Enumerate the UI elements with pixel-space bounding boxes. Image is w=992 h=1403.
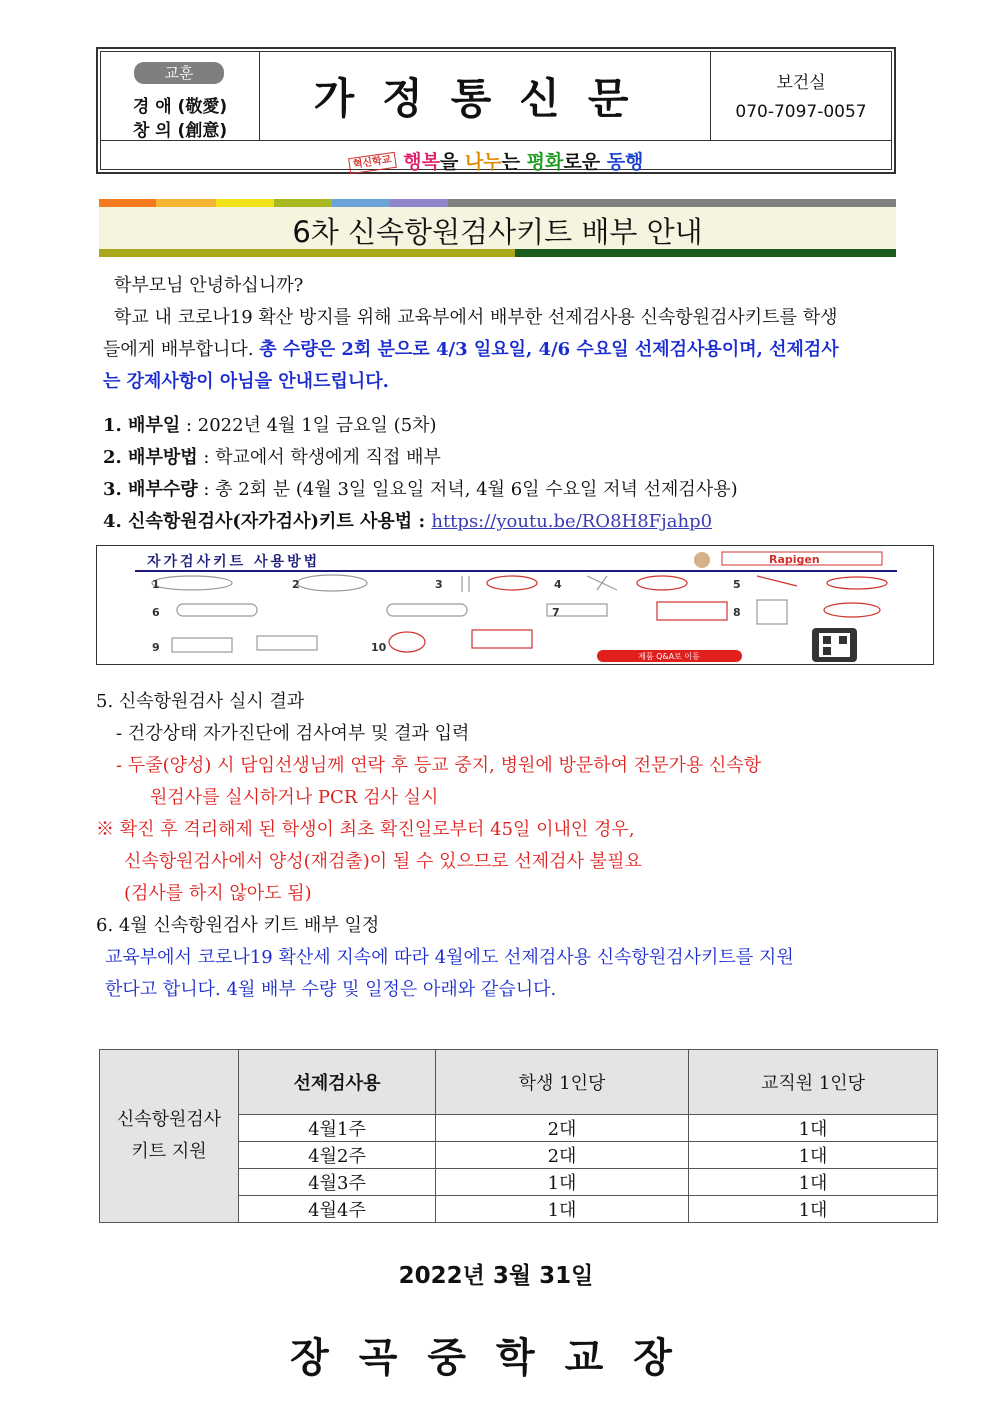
- slogan-part: 나누: [464, 151, 502, 173]
- table-cell: 4월2주: [239, 1142, 436, 1169]
- stripe-segment: [332, 199, 390, 207]
- greeting: 학부모님 안녕하십니까?: [114, 275, 304, 296]
- school-motto: [101, 52, 260, 140]
- slogan-part: 는: [501, 151, 527, 173]
- kit-step-number: 10: [371, 641, 387, 654]
- slogan-part: 로운: [563, 151, 607, 173]
- table-cell: 1대: [689, 1169, 938, 1196]
- motto-line-2: 창 의 (創意): [132, 121, 228, 141]
- kit-usage-instructions-image: [96, 545, 934, 665]
- principal-signature: 장곡중학교장: [290, 1335, 702, 1381]
- slogan-part: 동행: [606, 151, 644, 173]
- kit-heading-text: 자가검사키트 사용방법: [147, 554, 321, 570]
- kit-step-number: 6: [152, 606, 160, 619]
- table-cell: 1대: [436, 1196, 689, 1223]
- section-5-note-1: ※ 확진 후 격리해제 된 학생이 최초 확진일로부터 45일 이내인 경우,: [96, 819, 635, 840]
- item-distribution-method: 2. 배부방법 : 학교에서 학생에게 직접 배부: [103, 447, 441, 468]
- department: 보건실: [776, 73, 826, 93]
- kit-step-number: 7: [552, 606, 560, 619]
- stripe-segment: [274, 199, 332, 207]
- item-usage-guide: 4. 신속항원검사(자가검사)키트 사용법 : https://youtu.be/RO8H8Fjahp0: [103, 511, 713, 532]
- item-distribution-quantity: 3. 배부수량 : 총 2회 분 (4월 3일 일요일 저녁, 4월 6일 수요일 저녁 선제검사용): [103, 479, 738, 500]
- table-cell: 4월1주: [239, 1115, 436, 1142]
- table-col-header: 학생 1인당: [436, 1050, 689, 1115]
- kit-step-number: 8: [733, 606, 741, 619]
- motto-line-1: 경 애 (敬愛): [132, 97, 228, 117]
- section-5-title: 5. 신속항원검사 실시 결과: [96, 691, 305, 712]
- stripe-segment: [156, 199, 216, 207]
- table-cell: 4월4주: [239, 1196, 436, 1223]
- kit-step-number: 9: [152, 641, 160, 654]
- innovation-school-stamp: 혁신학교: [348, 151, 396, 173]
- section-5-bullet-2b: 원검사를 실시하거나 PCR 검사 실시: [150, 787, 439, 808]
- stripe-segment: [676, 199, 896, 207]
- kit-step-number: 5: [733, 578, 741, 591]
- stripe-segment: [448, 199, 676, 207]
- section-6-line-2: 한다고 합니다. 4월 배부 수량 및 일정은 아래와 같습니다.: [105, 979, 557, 1000]
- document-title: 가정통신문: [313, 74, 657, 123]
- underline-segment: [515, 249, 896, 257]
- stripe-segment: [390, 199, 448, 207]
- title-banner: [99, 207, 896, 249]
- section-5-note-3: (검사를 하지 않아도 됨): [124, 883, 312, 904]
- brand-logo-text: Rapigen: [769, 553, 820, 566]
- kit-qa-button-text: 제품 Q&A로 이동: [638, 652, 700, 661]
- contact-info: [710, 52, 891, 140]
- notice-title: 6차 신속항원검사키트 배부 안내: [292, 215, 703, 249]
- motto-badge: 교훈: [134, 62, 224, 84]
- kit-step-number: 3: [435, 578, 443, 591]
- kit-usage-diagram: [97, 546, 933, 664]
- kit-step-number: 2: [292, 578, 300, 591]
- usage-video-link[interactable]: https://youtu.be/RO8H8Fjahp0: [431, 511, 713, 532]
- section-6-line-1: 교육부에서 코로나19 확산세 지속에 따라 4월에도 선제검사용 신속항원검사키트를 지원: [105, 947, 794, 968]
- april-distribution-table: [99, 1049, 938, 1223]
- table-cell: 1대: [689, 1115, 938, 1142]
- item-distribution-date: 1. 배부일 : 2022년 4월 1일 금요일 (5차): [103, 415, 437, 436]
- color-stripe: [99, 199, 896, 207]
- stripe-segment: [99, 199, 156, 207]
- kit-step-number: 1: [152, 578, 160, 591]
- section-5-bullet-2a: - 두줄(양성) 시 담임선생님께 연락 후 등교 중지, 병원에 방문하여 전문가용 신속항: [116, 755, 762, 776]
- issue-date: 2022년 3월 31일: [398, 1263, 594, 1289]
- kit-step-number: 4: [554, 578, 562, 591]
- slogan-part: 평화: [526, 151, 564, 173]
- intro-line-3: 는 강제사항이 아님을 안내드립니다.: [103, 371, 389, 392]
- table-cell: 4월3주: [239, 1169, 436, 1196]
- slogan-part: 을: [439, 151, 465, 173]
- underline-segment: [99, 249, 515, 257]
- phone-number: 070-7097-0057: [735, 102, 867, 122]
- table-col-header: 선제검사용: [239, 1050, 436, 1115]
- table-cell: 1대: [689, 1196, 938, 1223]
- table-cell: 1대: [689, 1142, 938, 1169]
- intro-line-2: 들에게 배부합니다. 총 수량은 2회 분으로 4/3 일요일, 4/6 수요일 선제검사용이며, 선제검사: [103, 339, 839, 360]
- section-6-title: 6. 4월 신속항원검사 키트 배부 일정: [96, 915, 380, 936]
- table-cell: 1대: [436, 1169, 689, 1196]
- slogan-part: 행복: [403, 151, 440, 173]
- table-row-header: 신속항원검사 키트 지원: [100, 1050, 239, 1223]
- intro-line-1: 학교 내 코로나19 확산 방지를 위해 교육부에서 배부한 선제검사용 신속항원검사키트를 학생: [114, 307, 838, 328]
- table-cell: 2대: [436, 1115, 689, 1142]
- table-col-header: 교직원 1인당: [689, 1050, 938, 1115]
- table-cell: 2대: [436, 1142, 689, 1169]
- section-5-bullet-1: - 건강상태 자가진단에 검사여부 및 결과 입력: [116, 723, 470, 744]
- letter-header: [96, 47, 896, 174]
- school-slogan: [101, 147, 891, 174]
- stripe-segment: [216, 199, 274, 207]
- section-5-note-2: 신속항원검사에서 양성(재검출)이 될 수 있으므로 선제검사 불필요: [124, 851, 642, 872]
- banner-underline: [99, 249, 896, 257]
